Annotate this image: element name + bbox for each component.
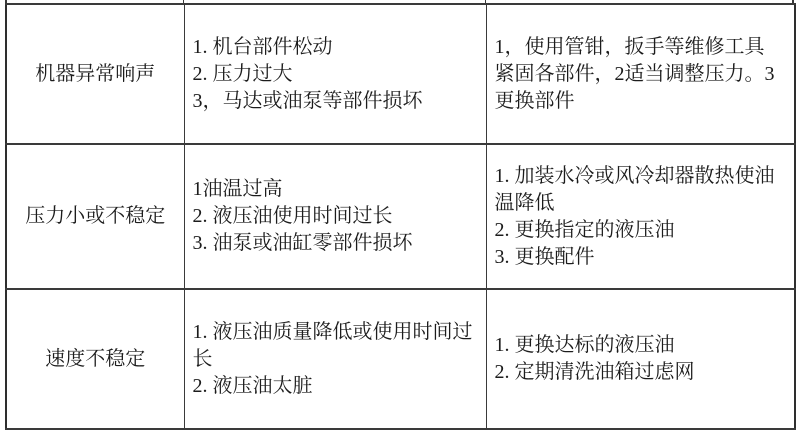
cause-item: 2. 液压油使用时间过长 [192, 205, 393, 227]
solutions-cell [486, 4, 795, 144]
cause-item: 1. 机台部件松动 [192, 35, 333, 58]
solution-item: 2. 定期清洗油箱过虑网 [494, 361, 695, 383]
solution-item: 1. 更换达标的液压油 [494, 334, 675, 356]
cause-item: 2. 压力过大 [192, 62, 293, 85]
causes-cell [184, 144, 486, 289]
cause-item: 2. 液压油太脏 [192, 374, 313, 397]
solutions-cell [486, 289, 795, 429]
solutions-cell [486, 144, 795, 289]
troubleshooting-table [5, 3, 796, 430]
symptom-cell [6, 144, 184, 289]
table-row [6, 4, 795, 144]
solution-item: 1. 加装水冷或风冷却器散热使油温降低 [494, 164, 775, 214]
table-row [6, 289, 795, 429]
cause-item: 3. 油泵或油缸零部件损坏 [192, 232, 413, 254]
symptom-text: 速度不稳定 [45, 347, 146, 370]
cause-item: 1. 液压油质量降低或使用时间过长 [192, 320, 473, 370]
causes-cell [184, 4, 486, 144]
symptom-cell [6, 4, 184, 144]
solution-item: 2. 更换指定的液压油 [494, 218, 675, 241]
solution-item: 1，使用管钳，扳手等维修工具紧固各部件，2适当调整压力。3更换部件 [494, 35, 775, 112]
symptom-text: 机器异常响声 [35, 62, 156, 85]
symptom-text: 压力小或不稳定 [25, 205, 166, 227]
causes-cell [184, 289, 486, 429]
symptom-cell [6, 289, 184, 429]
solution-item: 3. 更换配件 [494, 245, 595, 268]
cause-item: 3，马达或油泵等部件损坏 [192, 89, 423, 112]
table-row [6, 144, 795, 289]
cause-item: 1油温过高 [192, 178, 283, 200]
